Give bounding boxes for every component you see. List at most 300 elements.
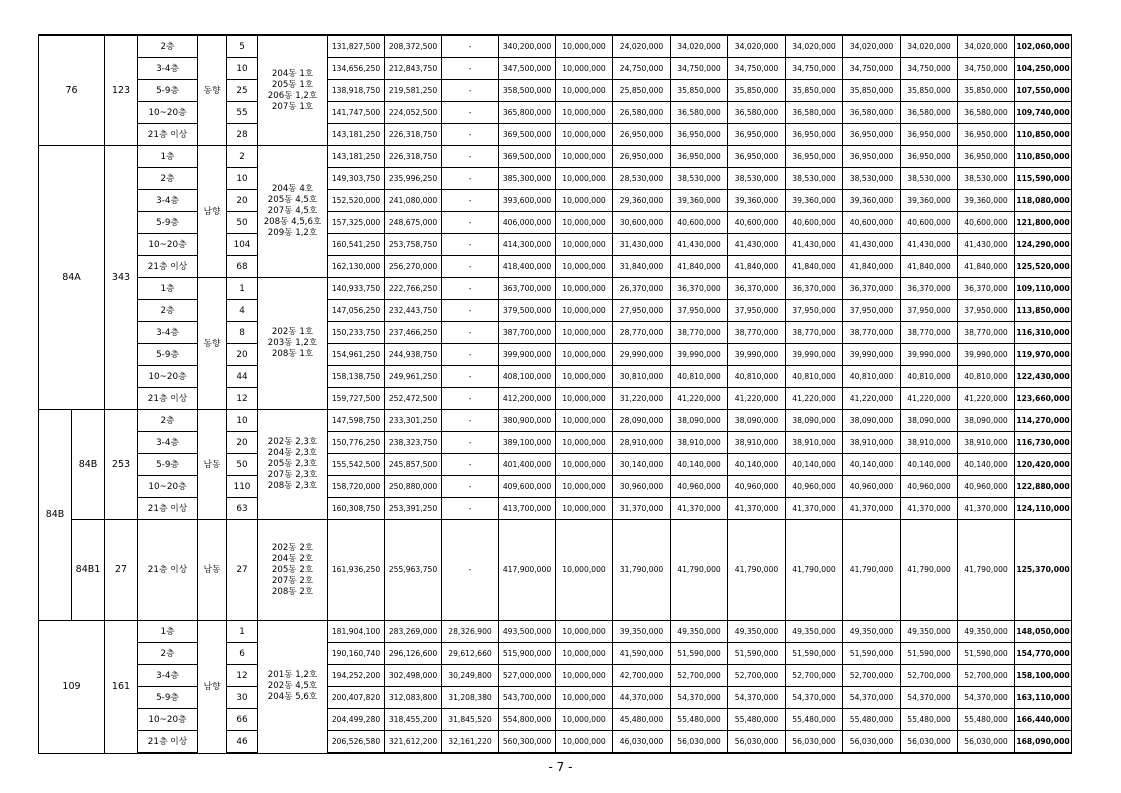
amount-cell: 39,360,000 (958, 190, 1015, 212)
amount-cell: 159,727,500 (328, 388, 385, 410)
amount-cell: - (442, 102, 499, 124)
amount-cell: 10,000,000 (556, 366, 613, 388)
amount-cell: 39,990,000 (671, 344, 728, 366)
floor-cell: 3-4층 (138, 432, 198, 454)
price-table (38, 34, 1072, 754)
floor-cell: 21층 이상 (138, 520, 198, 621)
amount-cell: 283,269,000 (385, 621, 442, 643)
amount-cell: 31,220,000 (613, 388, 671, 410)
floor-cell: 21층 이상 (138, 124, 198, 146)
amount-cell: 41,840,000 (843, 256, 901, 278)
amount-cell: 41,840,000 (671, 256, 728, 278)
amount-cell: 35,850,000 (786, 80, 843, 102)
total-cell: 163,110,000 (1015, 687, 1072, 709)
amount-cell: 54,370,000 (843, 687, 901, 709)
amount-cell: 36,580,000 (728, 102, 786, 124)
amount-cell: 54,370,000 (728, 687, 786, 709)
amount-cell: 56,030,000 (958, 731, 1015, 754)
amount-cell: 38,910,000 (958, 432, 1015, 454)
amount-cell: 34,750,000 (786, 58, 843, 80)
floor-cell: 1층 (138, 278, 198, 300)
amount-cell: 54,370,000 (901, 687, 958, 709)
amount-cell: 55,480,000 (728, 709, 786, 731)
amount-cell: 34,020,000 (901, 35, 958, 58)
floor-cell: 21층 이상 (138, 388, 198, 410)
dong-line: 205동 2호 (271, 564, 314, 575)
amount-cell: 49,350,000 (958, 621, 1015, 643)
amount-cell: 152,520,000 (328, 190, 385, 212)
amount-cell: 51,590,000 (671, 643, 728, 665)
amount-cell: 28,326,900 (442, 621, 499, 643)
amount-cell: 36,950,000 (901, 124, 958, 146)
amount-cell: 45,480,000 (613, 709, 671, 731)
count-cell: 30 (227, 687, 258, 709)
floor-cell: 2층 (138, 410, 198, 432)
count-cell: 20 (227, 190, 258, 212)
amount-cell: 36,370,000 (671, 278, 728, 300)
amount-cell: 414,300,000 (499, 234, 556, 256)
total-cell: 122,880,000 (1015, 476, 1072, 498)
amount-cell: 212,843,750 (385, 58, 442, 80)
amount-cell: 401,400,000 (499, 454, 556, 476)
floor-cell: 10~20층 (138, 366, 198, 388)
dong-ho-cell (258, 520, 328, 621)
amount-cell: 34,750,000 (728, 58, 786, 80)
amount-cell: 340,200,000 (499, 35, 556, 58)
amount-cell: 41,430,000 (671, 234, 728, 256)
count-cell: 10 (227, 58, 258, 80)
amount-cell: 35,850,000 (843, 80, 901, 102)
amount-cell: 10,000,000 (556, 234, 613, 256)
amount-cell: 41,840,000 (958, 256, 1015, 278)
table-row (39, 498, 1072, 520)
amount-cell: 10,000,000 (556, 520, 613, 621)
dong-ho-cell (258, 35, 328, 146)
amount-cell: 31,430,000 (613, 234, 671, 256)
count-cell: 55 (227, 102, 258, 124)
dong-line: 204동 4호 (271, 184, 314, 194)
amount-cell: 36,370,000 (786, 278, 843, 300)
amount-cell: 31,840,000 (613, 256, 671, 278)
amount-cell: 10,000,000 (556, 410, 613, 432)
table-row (39, 687, 1072, 709)
table-row (39, 58, 1072, 80)
amount-cell: 140,933,750 (328, 278, 385, 300)
amount-cell: 49,350,000 (728, 621, 786, 643)
count-cell: 2 (227, 146, 258, 168)
dong-line: 204동 5,6호 (267, 692, 318, 703)
amount-cell: 155,542,500 (328, 454, 385, 476)
amount-cell: 10,000,000 (556, 190, 613, 212)
amount-cell: 38,530,000 (786, 168, 843, 190)
amount-cell: 40,140,000 (671, 454, 728, 476)
amount-cell: 52,700,000 (901, 665, 958, 687)
floor-cell: 5-9층 (138, 80, 198, 102)
count-cell: 20 (227, 344, 258, 366)
total-cell: 166,440,000 (1015, 709, 1072, 731)
amount-cell: 36,370,000 (901, 278, 958, 300)
amount-cell: 515,900,000 (499, 643, 556, 665)
amount-cell: 25,850,000 (613, 80, 671, 102)
amount-cell: 38,090,000 (901, 410, 958, 432)
amount-cell: 387,700,000 (499, 322, 556, 344)
amount-cell: 40,960,000 (901, 476, 958, 498)
dong-line: 209동 1,2호 (267, 228, 318, 238)
floor-cell: 10~20층 (138, 234, 198, 256)
amount-cell: 32,161,220 (442, 731, 499, 754)
total-cell: 109,110,000 (1015, 278, 1072, 300)
total-cell: 124,110,000 (1015, 498, 1072, 520)
amount-cell: 54,370,000 (958, 687, 1015, 709)
table-row (39, 432, 1072, 454)
count-cell: 20 (227, 432, 258, 454)
dong-ho-cell (258, 278, 328, 410)
amount-cell: 41,430,000 (901, 234, 958, 256)
amount-cell: 26,580,000 (613, 102, 671, 124)
amount-cell: 363,700,000 (499, 278, 556, 300)
amount-cell: 41,220,000 (728, 388, 786, 410)
amount-cell: 44,370,000 (613, 687, 671, 709)
dong-ho-cell (258, 146, 328, 278)
amount-cell: 49,350,000 (786, 621, 843, 643)
amount-cell: 10,000,000 (556, 58, 613, 80)
amount-cell: 54,370,000 (671, 687, 728, 709)
dong-line: 205동 4,5호 (267, 195, 318, 205)
amount-cell: - (442, 322, 499, 344)
table-row (39, 80, 1072, 102)
table-row (39, 388, 1072, 410)
floor-cell: 10~20층 (138, 709, 198, 731)
amount-cell: 160,541,250 (328, 234, 385, 256)
floor-cell: 5-9층 (138, 687, 198, 709)
amount-cell: 38,090,000 (728, 410, 786, 432)
amount-cell: 39,990,000 (843, 344, 901, 366)
total-cell: 124,290,000 (1015, 234, 1072, 256)
amount-cell: 49,350,000 (843, 621, 901, 643)
table-body (39, 35, 1072, 753)
amount-cell: 36,950,000 (843, 146, 901, 168)
floor-cell: 1층 (138, 146, 198, 168)
total-cell: 168,090,000 (1015, 731, 1072, 754)
amount-cell: 245,857,500 (385, 454, 442, 476)
amount-cell: 37,950,000 (786, 300, 843, 322)
amount-cell: 41,840,000 (728, 256, 786, 278)
amount-cell: 55,480,000 (671, 709, 728, 731)
amount-cell: 256,270,000 (385, 256, 442, 278)
amount-cell: 51,590,000 (728, 643, 786, 665)
amount-cell: 347,500,000 (499, 58, 556, 80)
amount-cell: - (442, 388, 499, 410)
floor-cell: 3-4층 (138, 322, 198, 344)
amount-cell: 244,938,750 (385, 344, 442, 366)
amount-cell: 39,360,000 (671, 190, 728, 212)
amount-cell: 35,850,000 (958, 80, 1015, 102)
table-row (39, 212, 1072, 234)
amount-cell: 10,000,000 (556, 665, 613, 687)
amount-cell: 38,770,000 (901, 322, 958, 344)
amount-cell: 10,000,000 (556, 256, 613, 278)
units-cell: 27 (105, 520, 138, 621)
total-cell: 109,740,000 (1015, 102, 1072, 124)
amount-cell: 39,360,000 (786, 190, 843, 212)
dong-line: 204동 1호 (271, 68, 314, 79)
dong-line: 207동 1호 (271, 101, 314, 112)
amount-cell: 34,750,000 (958, 58, 1015, 80)
floor-cell: 1층 (138, 621, 198, 643)
amount-cell: 36,580,000 (958, 102, 1015, 124)
floor-cell: 3-4층 (138, 190, 198, 212)
count-cell: 10 (227, 168, 258, 190)
amount-cell: 56,030,000 (728, 731, 786, 754)
amount-cell: 29,990,000 (613, 344, 671, 366)
amount-cell: 51,590,000 (843, 643, 901, 665)
amount-cell: 38,090,000 (958, 410, 1015, 432)
amount-cell: 10,000,000 (556, 498, 613, 520)
amount-cell: 36,950,000 (786, 146, 843, 168)
amount-cell: 40,600,000 (728, 212, 786, 234)
amount-cell: 34,750,000 (671, 58, 728, 80)
amount-cell: 55,480,000 (786, 709, 843, 731)
dong-line: 204동 2,3호 (267, 448, 318, 458)
amount-cell: 160,308,750 (328, 498, 385, 520)
amount-cell: 38,530,000 (901, 168, 958, 190)
total-cell: 115,590,000 (1015, 168, 1072, 190)
amount-cell: 418,400,000 (499, 256, 556, 278)
amount-cell: 28,530,000 (613, 168, 671, 190)
amount-cell: 41,370,000 (728, 498, 786, 520)
amount-cell: 154,961,250 (328, 344, 385, 366)
amount-cell: 36,950,000 (958, 124, 1015, 146)
count-cell: 68 (227, 256, 258, 278)
amount-cell: 41,840,000 (786, 256, 843, 278)
amount-cell: 26,950,000 (613, 124, 671, 146)
amount-cell: 38,770,000 (843, 322, 901, 344)
amount-cell: - (442, 278, 499, 300)
amount-cell: 527,000,000 (499, 665, 556, 687)
amount-cell: 38,910,000 (786, 432, 843, 454)
amount-cell: 56,030,000 (786, 731, 843, 754)
amount-cell: 10,000,000 (556, 322, 613, 344)
total-cell: 113,850,000 (1015, 300, 1072, 322)
amount-cell: 31,208,380 (442, 687, 499, 709)
table-row (39, 520, 1072, 621)
amount-cell: 40,600,000 (843, 212, 901, 234)
total-cell: 107,550,000 (1015, 80, 1072, 102)
amount-cell: - (442, 35, 499, 58)
amount-cell: 39,360,000 (728, 190, 786, 212)
count-cell: 4 (227, 300, 258, 322)
amount-cell: 181,904,100 (328, 621, 385, 643)
amount-cell: 38,530,000 (671, 168, 728, 190)
count-cell: 6 (227, 643, 258, 665)
dong-line: 208동 2호 (271, 586, 314, 597)
amount-cell: 40,600,000 (901, 212, 958, 234)
table-row (39, 190, 1072, 212)
table-row (39, 35, 1072, 58)
amount-cell: 35,850,000 (728, 80, 786, 102)
amount-cell: 222,766,250 (385, 278, 442, 300)
amount-cell: 131,827,500 (328, 35, 385, 58)
amount-cell: 28,910,000 (613, 432, 671, 454)
dong-line: 204동 2호 (271, 553, 314, 564)
direction-cell: 남동 (198, 520, 227, 621)
amount-cell: 250,880,000 (385, 476, 442, 498)
units-cell: 161 (105, 621, 138, 754)
direction-cell: 동향 (198, 278, 227, 410)
amount-cell: 409,600,000 (499, 476, 556, 498)
amount-cell: 138,918,750 (328, 80, 385, 102)
amount-cell: 26,950,000 (613, 146, 671, 168)
amount-cell: 255,963,750 (385, 520, 442, 621)
amount-cell: 41,430,000 (728, 234, 786, 256)
table-row (39, 256, 1072, 278)
count-cell: 63 (227, 498, 258, 520)
count-cell: 10 (227, 410, 258, 432)
amount-cell: 30,140,000 (613, 454, 671, 476)
dong-ho-cell (258, 621, 328, 754)
dong-line: 202동 4,5호 (267, 681, 318, 692)
total-cell: 118,080,000 (1015, 190, 1072, 212)
amount-cell: 358,500,000 (499, 80, 556, 102)
amount-cell: 52,700,000 (786, 665, 843, 687)
amount-cell: 37,950,000 (958, 300, 1015, 322)
amount-cell: 41,790,000 (728, 520, 786, 621)
amount-cell: 233,301,250 (385, 410, 442, 432)
amount-cell: 40,810,000 (843, 366, 901, 388)
amount-cell: 10,000,000 (556, 432, 613, 454)
amount-cell: - (442, 58, 499, 80)
amount-cell: 226,318,750 (385, 146, 442, 168)
total-cell: 125,370,000 (1015, 520, 1072, 621)
amount-cell: 40,960,000 (843, 476, 901, 498)
amount-cell: 38,770,000 (786, 322, 843, 344)
amount-cell: 40,960,000 (958, 476, 1015, 498)
total-cell: 110,850,000 (1015, 124, 1072, 146)
amount-cell: 157,325,000 (328, 212, 385, 234)
amount-cell: 143,181,250 (328, 124, 385, 146)
table-row (39, 476, 1072, 498)
amount-cell: 41,370,000 (671, 498, 728, 520)
dong-line: 208동 4,5,6호 (263, 217, 322, 227)
amount-cell: 40,810,000 (671, 366, 728, 388)
amount-cell: - (442, 366, 499, 388)
amount-cell: 34,020,000 (786, 35, 843, 58)
count-cell: 44 (227, 366, 258, 388)
amount-cell: 252,472,500 (385, 388, 442, 410)
amount-cell: 10,000,000 (556, 80, 613, 102)
amount-cell: - (442, 344, 499, 366)
dong-line: 202동 2,3호 (267, 437, 318, 447)
amount-cell: 34,020,000 (958, 35, 1015, 58)
amount-cell: 385,300,000 (499, 168, 556, 190)
subtype-cell: 84B1 (72, 520, 105, 621)
amount-cell: 150,233,750 (328, 322, 385, 344)
amount-cell: 158,720,000 (328, 476, 385, 498)
amount-cell: 10,000,000 (556, 731, 613, 754)
amount-cell: - (442, 454, 499, 476)
amount-cell: 200,407,820 (328, 687, 385, 709)
amount-cell: 296,126,600 (385, 643, 442, 665)
amount-cell: 40,600,000 (671, 212, 728, 234)
total-cell: 116,730,000 (1015, 432, 1072, 454)
amount-cell: 41,840,000 (901, 256, 958, 278)
amount-cell: 31,370,000 (613, 498, 671, 520)
amount-cell: 26,370,000 (613, 278, 671, 300)
amount-cell: 40,140,000 (901, 454, 958, 476)
amount-cell: 51,590,000 (958, 643, 1015, 665)
amount-cell: 39,990,000 (958, 344, 1015, 366)
amount-cell: 37,950,000 (671, 300, 728, 322)
units-cell: 343 (105, 146, 138, 410)
amount-cell: 29,612,660 (442, 643, 499, 665)
type-cell: 76 (39, 35, 105, 146)
amount-cell: - (442, 410, 499, 432)
floor-cell: 2층 (138, 168, 198, 190)
amount-cell: 380,900,000 (499, 410, 556, 432)
amount-cell: - (442, 256, 499, 278)
amount-cell: 49,350,000 (901, 621, 958, 643)
amount-cell: 40,140,000 (843, 454, 901, 476)
amount-cell: 39,360,000 (843, 190, 901, 212)
table-row (39, 454, 1072, 476)
amount-cell: - (442, 80, 499, 102)
amount-cell: 237,466,250 (385, 322, 442, 344)
amount-cell: 27,950,000 (613, 300, 671, 322)
amount-cell: 40,810,000 (958, 366, 1015, 388)
amount-cell: - (442, 498, 499, 520)
table-row (39, 322, 1072, 344)
amount-cell: 41,790,000 (958, 520, 1015, 621)
total-cell: 104,250,000 (1015, 58, 1072, 80)
count-cell: 110 (227, 476, 258, 498)
amount-cell: 141,747,500 (328, 102, 385, 124)
amount-cell: 49,350,000 (671, 621, 728, 643)
amount-cell: 30,249,800 (442, 665, 499, 687)
table-row (39, 643, 1072, 665)
table-row (39, 621, 1072, 643)
amount-cell: 194,252,200 (328, 665, 385, 687)
amount-cell: 52,700,000 (671, 665, 728, 687)
amount-cell: 30,960,000 (613, 476, 671, 498)
dong-ho-cell (258, 410, 328, 520)
amount-cell: 224,052,500 (385, 102, 442, 124)
floor-cell: 5-9층 (138, 344, 198, 366)
amount-cell: 36,580,000 (671, 102, 728, 124)
amount-cell: 412,200,000 (499, 388, 556, 410)
amount-cell: 41,370,000 (901, 498, 958, 520)
amount-cell: - (442, 168, 499, 190)
amount-cell: 147,056,250 (328, 300, 385, 322)
amount-cell: 36,580,000 (901, 102, 958, 124)
amount-cell: 40,140,000 (786, 454, 843, 476)
amount-cell: 40,960,000 (671, 476, 728, 498)
amount-cell: 38,770,000 (728, 322, 786, 344)
amount-cell: 34,020,000 (671, 35, 728, 58)
amount-cell: 56,030,000 (843, 731, 901, 754)
amount-cell: 38,910,000 (843, 432, 901, 454)
amount-cell: 232,443,750 (385, 300, 442, 322)
amount-cell: 38,910,000 (901, 432, 958, 454)
amount-cell: 10,000,000 (556, 388, 613, 410)
amount-cell: 10,000,000 (556, 344, 613, 366)
amount-cell: 10,000,000 (556, 212, 613, 234)
floor-cell: 2층 (138, 35, 198, 58)
total-cell: 116,310,000 (1015, 322, 1072, 344)
amount-cell: 30,600,000 (613, 212, 671, 234)
amount-cell: 37,950,000 (901, 300, 958, 322)
amount-cell: 24,750,000 (613, 58, 671, 80)
dong-line: 208동 2,3호 (267, 481, 318, 491)
